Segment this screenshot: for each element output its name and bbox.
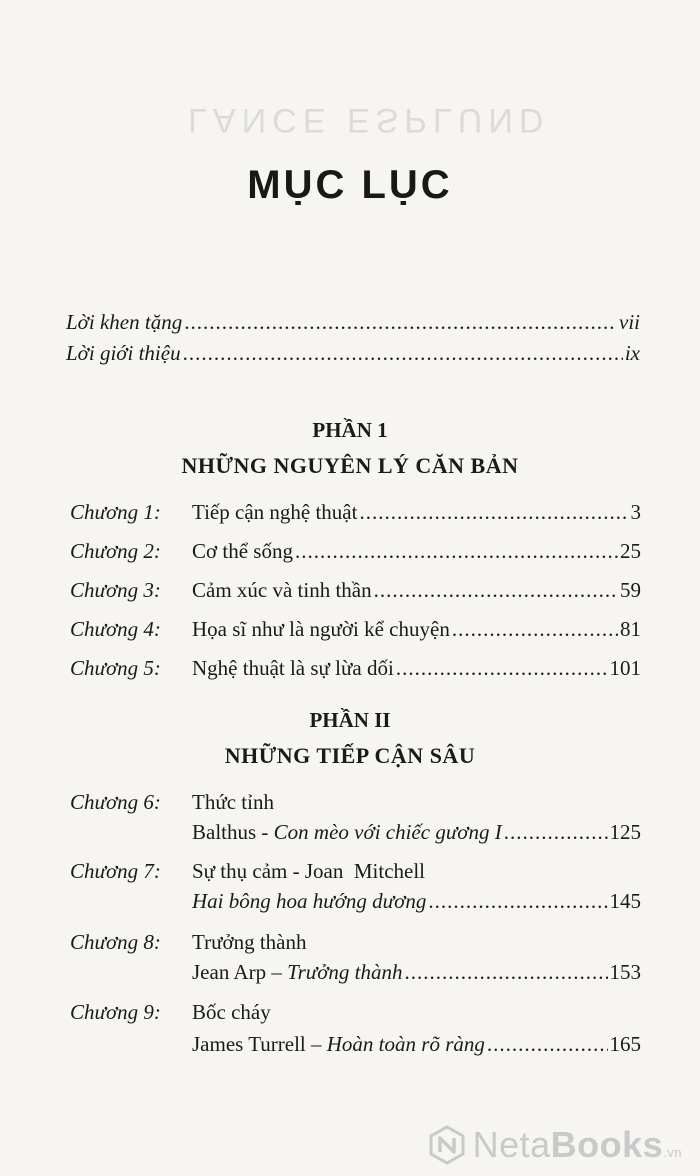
chapter-1-page: 3 xyxy=(630,500,641,524)
watermark-suffix: .vn xyxy=(663,1145,682,1160)
chapter-1-label: Chương 1: xyxy=(70,500,161,524)
part-2-label: PHẦN II xyxy=(309,708,391,732)
chapter-8-artwork: Trưởng thành xyxy=(287,960,403,984)
chapter-4-label: Chương 4: xyxy=(70,617,161,641)
watermark-brand-regular: Neta xyxy=(472,1124,551,1165)
dot-leader xyxy=(504,819,608,845)
chapter-6-title: Thức tỉnh xyxy=(192,790,274,814)
chapter-5-label: Chương 5: xyxy=(70,656,161,680)
toc-entry-page: vii xyxy=(619,310,640,334)
part-1-title: NHỮNG NGUYÊN LÝ CĂN BẢN xyxy=(181,453,519,478)
chapter-6-artwork: Con mèo với chiếc gương I xyxy=(273,820,502,844)
netabooks-watermark xyxy=(427,1124,682,1166)
chapter-3-title: Cảm xúc và tinh thần xyxy=(192,578,372,602)
part-1-label: PHẦN 1 xyxy=(312,418,388,442)
chapter-2-title: Cơ thể sống xyxy=(192,539,293,563)
dot-leader xyxy=(295,538,618,564)
chapter-8-title: Trưởng thành xyxy=(192,930,307,954)
chapter-5-page: 101 xyxy=(609,656,641,680)
page-title: MỤC LỤC xyxy=(247,163,453,207)
chapter-8-page: 153 xyxy=(609,960,641,984)
chapter-8-artist: Jean Arp – xyxy=(192,960,288,984)
chapter-4-title: Họa sĩ như là người kể chuyện xyxy=(192,617,450,641)
show-through-author: LANCE ESPLUND xyxy=(188,101,550,139)
dot-leader xyxy=(374,577,618,603)
chapter-9-label: Chương 9: xyxy=(70,1000,161,1024)
chapter-7-label: Chương 7: xyxy=(70,859,161,883)
dot-leader xyxy=(452,616,618,642)
chapter-5-entry[interactable] xyxy=(192,655,641,681)
chapter-7-artwork: Hai bông hoa hướng dương xyxy=(192,889,427,913)
chapter-9-page: 165 xyxy=(609,1032,641,1056)
dot-leader xyxy=(184,309,617,335)
chapter-2-entry[interactable] xyxy=(192,538,641,564)
chapter-6-label: Chương 6: xyxy=(70,790,161,814)
chapter-1-title: Tiếp cận nghệ thuật xyxy=(192,500,358,524)
toc-entry-front-1[interactable] xyxy=(66,309,640,335)
chapter-6-entry[interactable] xyxy=(192,819,641,845)
n-hexagon-logo-icon xyxy=(427,1125,467,1165)
chapter-8-entry[interactable] xyxy=(192,959,641,985)
chapter-4-page: 81 xyxy=(620,617,641,641)
dot-leader xyxy=(183,340,623,366)
toc-entry-front-2[interactable] xyxy=(66,340,640,366)
dot-leader xyxy=(359,499,628,525)
toc-entry-label: Lời giới thiệu xyxy=(66,341,181,365)
watermark-text xyxy=(473,1124,682,1166)
chapter-9-title: Bốc cháy xyxy=(192,1000,271,1024)
dot-leader xyxy=(487,1031,608,1057)
dot-leader xyxy=(396,655,608,681)
dot-leader xyxy=(405,959,608,985)
chapter-2-page: 25 xyxy=(620,539,641,563)
watermark-brand-bold: Books xyxy=(550,1124,664,1165)
toc-entry-label: Lời khen tặng xyxy=(66,310,183,334)
chapter-8-label: Chương 8: xyxy=(70,930,161,954)
chapter-2-label: Chương 2: xyxy=(70,539,161,563)
chapter-7-entry[interactable] xyxy=(192,888,641,914)
chapter-3-entry[interactable] xyxy=(192,577,641,603)
part-2-title: NHỮNG TIẾP CẬN SÂU xyxy=(224,743,476,768)
chapter-3-page: 59 xyxy=(620,578,641,602)
chapter-1-entry[interactable] xyxy=(192,499,641,525)
chapter-5-title: Nghệ thuật là sự lừa dối xyxy=(192,656,394,680)
toc-entry-page: ix xyxy=(624,341,640,365)
chapter-7-page: 145 xyxy=(609,889,641,913)
chapter-4-entry[interactable] xyxy=(192,616,641,642)
chapter-9-entry[interactable] xyxy=(192,1031,641,1057)
chapter-9-artist: James Turrell – xyxy=(192,1032,327,1056)
chapter-6-page: 125 xyxy=(609,820,641,844)
chapter-7-title: Sự thụ cảm - Joan Mitchell xyxy=(192,859,426,883)
chapter-9-artwork: Hoàn toàn rõ ràng xyxy=(326,1032,485,1056)
dot-leader xyxy=(428,888,607,914)
chapter-3-label: Chương 3: xyxy=(70,578,161,602)
chapter-6-artist: Balthus - xyxy=(192,820,274,844)
